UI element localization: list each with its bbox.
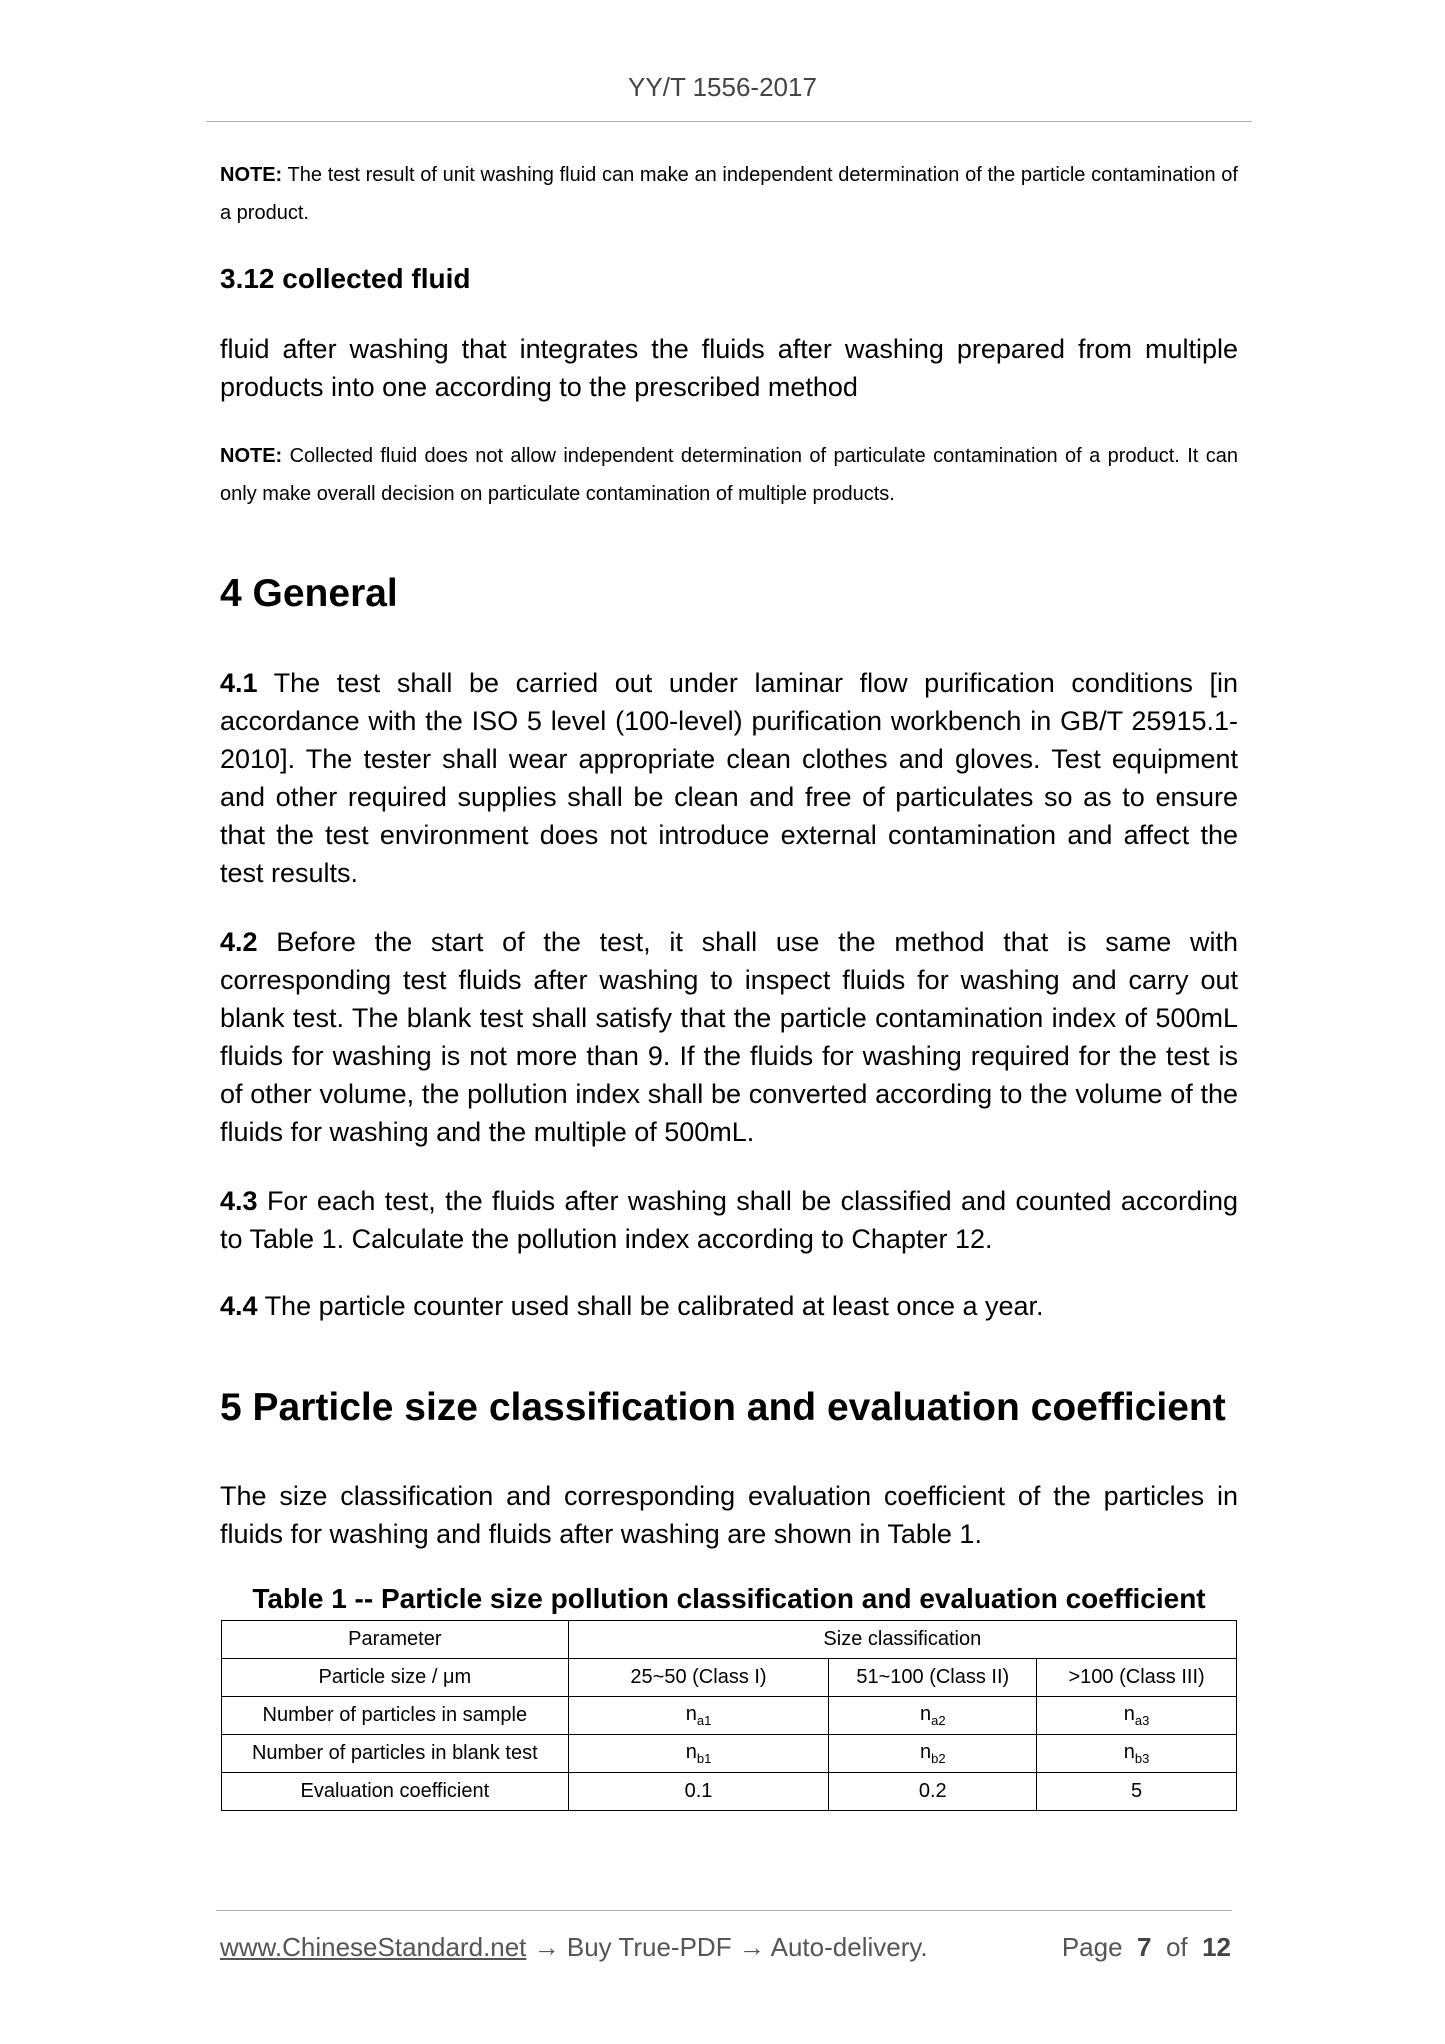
table-row (222, 1621, 1237, 1659)
paragraph-number: 4.2 (220, 927, 258, 957)
arrow-right-icon: → (533, 1932, 560, 1962)
total-pages: 12 (1202, 1932, 1231, 1962)
note-label: NOTE: (220, 164, 283, 186)
footer-divider (216, 1910, 1232, 1911)
symbol-base: n (1123, 1703, 1135, 1725)
paragraph-number: 4.1 (220, 668, 258, 698)
row-label: Particle size / μm (222, 1659, 569, 1697)
symbol-subscript: a3 (1134, 1713, 1150, 1728)
page-label: Page (1061, 1932, 1123, 1962)
particle-size-table (221, 1620, 1237, 1811)
section-5-intro: The size classification and corresponding evaluation coefficient of the particles in fluids for washing and fluids after washing are shown in Table 1. (220, 1481, 1238, 1549)
note-label: NOTE: (220, 445, 283, 467)
paragraph-4-1 (220, 664, 1238, 892)
table-cell (829, 1697, 1037, 1735)
document-id-header: YY/T 1556-2017 (628, 72, 817, 102)
note-text: Collected fluid does not allow independent determination of particulate contamination of a product. It can only make overall decision on particulate contamination of multiple products. (220, 445, 1238, 505)
symbol-subscript: b1 (696, 1751, 712, 1766)
header-size-classification: Size classification (568, 1621, 1236, 1659)
table-cell: 0.1 (568, 1773, 829, 1811)
table-cell (568, 1697, 829, 1735)
symbol-subscript: a2 (931, 1713, 946, 1728)
table-1-caption: Table 1 -- Particle size pollution classification and evaluation coefficient (252, 1583, 1206, 1614)
section-3-12-title: 3.12 collected fluid (220, 263, 471, 294)
arrow-right-icon: → (738, 1932, 765, 1962)
of-label: of (1165, 1932, 1188, 1962)
row-label: Number of particles in blank test (222, 1735, 569, 1773)
header-divider (206, 121, 1252, 122)
table-row (222, 1773, 1237, 1811)
note-text: The test result of unit washing fluid can make an independent determination of the particle contamination of a product. (220, 164, 1238, 224)
paragraph-number: 4.4 (220, 1291, 258, 1321)
symbol-base: n (685, 1741, 697, 1763)
website-link[interactable]: www.ChineseStandard.net (220, 1932, 527, 1962)
table-cell: 0.2 (829, 1773, 1037, 1811)
note-unit-washing-fluid (220, 156, 1238, 232)
symbol-subscript: b3 (1134, 1751, 1150, 1766)
symbol-base: n (1123, 1741, 1135, 1763)
table-cell (568, 1735, 829, 1773)
auto-delivery-text: Auto-delivery. (770, 1932, 928, 1962)
paragraph-text: Before the start of the test, it shall use the method that is same with corresponding test fluids after washing to inspect fluids for washing and carry out blank test. The blank test shall satisfy that the particle contamination index of 500mL fluids for washing is not more than 9. If the fluids for washing required for the test is of other volume, the pollution index shall be converted according to the volume of the fluids for washing and the multiple of 500mL. (220, 927, 1238, 1147)
symbol-base: n (685, 1703, 697, 1725)
paragraph-4-3 (220, 1182, 1238, 1258)
paragraph-number: 4.3 (220, 1186, 258, 1216)
symbol-base: n (919, 1741, 932, 1763)
footer-promo (220, 1932, 928, 1963)
table-row (222, 1697, 1237, 1735)
paragraph-4-4 (220, 1287, 1238, 1325)
table-cell (829, 1735, 1037, 1773)
paragraph-text: For each test, the fluids after washing shall be classified and counted according to Table 1. Calculate the pollution index according to Chapter 12. (220, 1186, 1238, 1254)
table-cell: 5 (1037, 1773, 1237, 1811)
paragraph-text: The particle counter used shall be calibrated at least once a year. (264, 1291, 1044, 1321)
row-label: Evaluation coefficient (222, 1773, 569, 1811)
section-3-12-definition: fluid after washing that integrates the fluids after washing prepared from multiple products into one according to the prescribed method (220, 334, 1238, 402)
table-cell: >100 (Class III) (1037, 1659, 1237, 1697)
symbol-base: n (919, 1703, 932, 1725)
note-collected-fluid (220, 437, 1238, 513)
table-cell (1037, 1735, 1237, 1773)
section-4-title: 4 General (220, 572, 398, 615)
paragraph-text: The test shall be carried out under laminar flow purification conditions [in accordance with the ISO 5 level (100-level) purification workbench in GB/T 25915.1-2010]. The tester shall wear appropriate clean clothes and gloves. Test equipment and other required supplies shall be clean and free of particulates so as to ensure that the test environment does not introduce external contamination and affect the test results. (220, 668, 1239, 888)
page-number: 7 (1137, 1932, 1152, 1962)
buy-true-pdf-text: Buy True-PDF (566, 1932, 732, 1962)
table-cell: 25~50 (Class I) (568, 1659, 829, 1697)
table-row (222, 1659, 1237, 1697)
page-indicator (1062, 1932, 1231, 1963)
table-row (222, 1735, 1237, 1773)
paragraph-4-2 (220, 923, 1238, 1151)
table-cell (1037, 1697, 1237, 1735)
section-5-title: 5 Particle size classification and evaluation coefficient (220, 1386, 1226, 1429)
symbol-subscript: b2 (931, 1751, 946, 1766)
row-label: Number of particles in sample (222, 1697, 569, 1735)
header-parameter: Parameter (222, 1621, 569, 1659)
symbol-subscript: a1 (696, 1713, 712, 1728)
table-cell: 51~100 (Class II) (829, 1659, 1037, 1697)
